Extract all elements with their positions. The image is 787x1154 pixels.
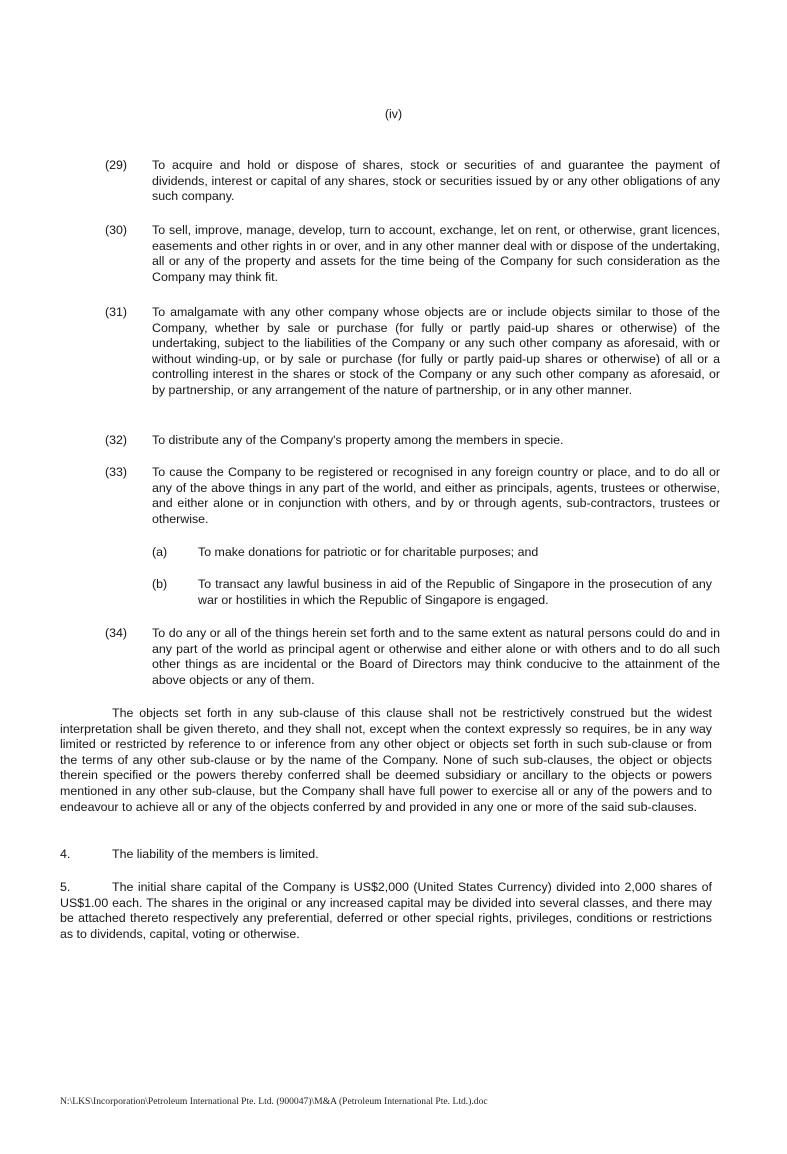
- clause-29: [105, 158, 720, 205]
- clause-text: To do any or all of the things herein set forth and to the same extent as natural persons could do and in any part of the world as principal agent or otherwise and either alone or with others and to do all such other things as are incidental or the Board of Directors may think conducive to the attainment of the above objects or any of them.: [152, 626, 720, 687]
- clause-number: (31): [105, 305, 128, 319]
- clause-number: (33): [105, 465, 128, 479]
- section-text: The liability of the members is limited.: [112, 847, 319, 861]
- page-number: (iv): [384, 107, 403, 121]
- section-number: 5.: [60, 880, 71, 894]
- section-4: [60, 847, 712, 863]
- subclause-b: [152, 577, 712, 608]
- clause-30: [105, 223, 720, 285]
- subclause-text: To transact any lawful business in aid of the Republic of Singapore in the prosecution of any war or hostilities in which the Republic of Singapore is engaged.: [198, 577, 712, 607]
- clause-text: To amalgamate with any other company whose objects are or include objects similar to those of the Company, whether by sale or purchase (for fully or partly paid-up shares or otherwise) of the undertaking, subject to the liabilities of the Company or any such other company as aforesaid, with or without winding-up, or by sale or purchase (for fully or partly paid-up shares or otherwise) of all or a controlling interest in the shares or stock of the Company or any such other company as aforesaid, or by partnership, or any arrangement of the nature of partnership, or in any other manner.: [152, 305, 720, 397]
- clause-number: (32): [105, 433, 128, 447]
- clause-34: [105, 626, 720, 688]
- subclause-number: (b): [152, 577, 168, 591]
- section-number: 4.: [60, 847, 71, 861]
- clause-33: [105, 465, 720, 527]
- clause-text: To cause the Company to be registered or recognised in any foreign country or place, and to do all or any of the above things in any part of the world, and either as principals, agents, trustees or otherwise, and either alone or in conjunction with others, and by or through agents, sub-contractors, trustees or otherwise.: [152, 465, 720, 526]
- subclause-text: To make donations for patriotic or for charitable purposes; and: [198, 545, 539, 559]
- clause-number: (29): [105, 158, 128, 172]
- clause-number: (30): [105, 223, 128, 237]
- footer-file-path: N:\LKS\Incorporation\Petroleum International Pte. Ltd. (900047)\M&A (Petroleum International Pte. Ltd.).doc: [60, 1096, 488, 1107]
- clause-text: To acquire and hold or dispose of shares, stock or securities of and guarantee the payment of dividends, interest or capital of any shares, stock or securities issued by or any other obligations of any such company.: [152, 158, 720, 204]
- clause-32: [105, 433, 720, 449]
- section-text: The initial share capital of the Company is US$2,000 (United States Currency) divided into 2,000 shares of US$1.00 each. The shares in the original or any increased capital may be divided into several classes, and there may be attached thereto respectively any preferential, deferred or other special rights, privileges, conditions or restrictions as to dividends, capital, voting or otherwise.: [60, 880, 712, 941]
- objects-paragraph: The objects set forth in any sub-clause of this clause shall not be restrictively construed but the widest interpretation shall be given thereto, and they shall not, except when the context expressly so requires, be in any way limited or restricted by reference to or inference from any other object or objects set forth in such sub-clause or from the terms of any other sub-clause or by the name of the Company. None of such sub-clauses, the object or objects therein specified or the powers thereby conferred shall be deemed subsidiary or ancillary to the objects or powers mentioned in any other sub-clause, but the Company shall have full power to exercise all or any of the powers and to endeavour to achieve all or any of the objects conferred by and provided in any one or more of the said sub-clauses.: [60, 706, 712, 814]
- section-5: [60, 880, 712, 942]
- clause-number: (34): [105, 626, 128, 640]
- subclause-number: (a): [152, 545, 168, 559]
- clause-text: To sell, improve, manage, develop, turn to account, exchange, let on rent, or otherwise, grant licences, easements and other rights in or over, and in any other manner deal with or dispose of the undertaking, all or any of the property and assets for the time being of the Company for such consideration as the Company may think fit.: [152, 223, 720, 284]
- clause-31: [105, 305, 720, 399]
- subclause-a: [152, 545, 712, 561]
- clause-text: To distribute any of the Company's property among the members in specie.: [152, 433, 564, 447]
